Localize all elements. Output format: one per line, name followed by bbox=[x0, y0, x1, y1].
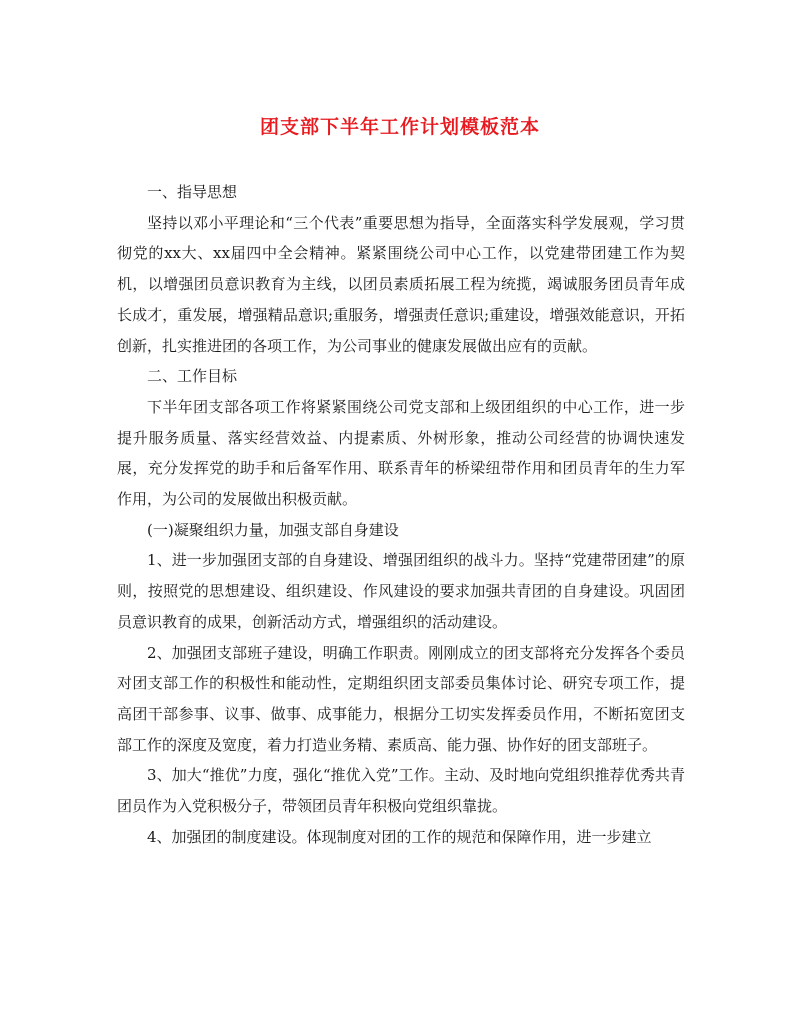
list-item-2: 2、加强团支部班子建设，明确工作职责。刚刚成立的团支部将充分发挥各个委员对团支部工作的积极性和能动性，定期组织团支部委员集体讨论、研究专项工作，提高团干部参事、议事、做事、成事能力，根据分工切实发挥委员作用，不断拓宽团支部工作的深度及宽度，着力打造业务精、素质高、能力强、协作好的团支部班子。 bbox=[117, 643, 685, 754]
document-body bbox=[117, 177, 685, 852]
subsection-heading-organization: (一)凝聚组织力量，加强支部自身建设 bbox=[147, 520, 399, 539]
list-item-1: 1、进一步加强团支部的自身建设、增强团组织的战斗力。坚持“党建带团建”的原则，按照党的思想建设、组织建设、作风建设的要求加强共青团的自身建设。巩固团员意识教育的成果，创新活动方式，增强组织的活动建设。 bbox=[117, 551, 685, 631]
paragraph-work-goals: 下半年团支部各项工作将紧紧围绕公司党支部和上级团组织的中心工作，进一步提升服务质量、落实经营效益、内提素质、外树形象，推动公司经营的协调快速发展，充分发挥党的助手和后备军作用、联系青年的桥梁纽带作用和团员青年的生力军作用，为公司的发展做出积极贡献。 bbox=[117, 397, 685, 509]
paragraph-guiding-ideology: 坚持以邓小平理论和“三个代表”重要思想为指导，全面落实科学发展观，学习贯彻党的xx大、xx届四中全会精神。紧紧围绕公司中心工作，以党建带团建工作为契机，以增强团员意识教育为主线，以团员素质拓展工程为统揽，竭诚服务团员青年成长成才，重发展，增强精品意识;重服务，增强责任意识;重建设，增强效能意识，开拓创新，扎实推进团的各项工作，为公司事业的健康发展做出应有的贡献。 bbox=[117, 213, 685, 355]
list-item-3: 3、加大“推优”力度，强化“推优入党”工作。主动、及时地向党组织推荐优秀共青团员作为入党积极分子，带领团员青年积极向党组织靠拢。 bbox=[117, 766, 685, 816]
list-item-4: 4、加强团的制度建设。体现制度对团的工作的规范和保障作用，进一步建立 bbox=[147, 827, 652, 846]
section-heading-guiding-ideology: 一、指导思想 bbox=[147, 183, 238, 201]
section-heading-work-goals: 二、工作目标 bbox=[147, 367, 238, 386]
document-title: 团支部下半年工作计划模板范本 bbox=[259, 116, 540, 138]
